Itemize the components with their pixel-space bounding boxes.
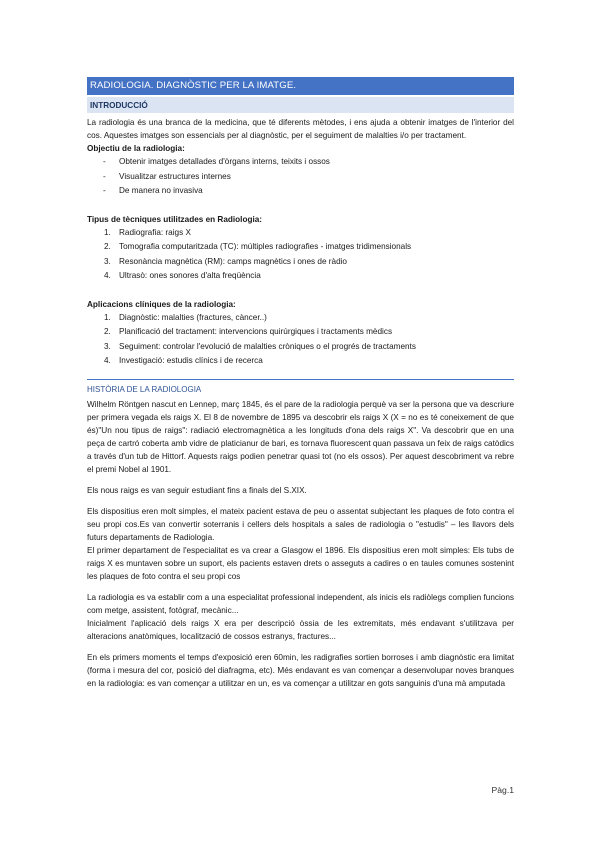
applications-list [87,311,514,369]
techniques-heading: Tipus de tècniques utilitzades en Radiologia: [87,214,262,224]
applications-heading: Aplicacions clíniques de la radiologia: [87,299,236,309]
techniques-list [87,226,514,284]
history-paragraph: Wilhelm Röntgen nascut en Lennep, març 1845, és el pare de la radiologia perquè va ser la persona que va descriure per primera vegada els raigs X. El 8 de novembre de 1895 va descobrir els raigs X (X = no es té coneixement de que és)"Un nou tipus de raigs": radiació electromagnètica a les longituds d'ona dels raigs X". Va descobrir que en una peça de cartró coberta amb vidre de platicianur de bari, es tornava fluorescent quan passava un feix de raigs catòdics a través d'un tub de Hittorf. Aquests raigs podien penetrar quasi tot (no els ossos). Per aquest descobriment va rebre el premi Nobel al 1901. [87,399,514,474]
history-paragraph: Els nous raigs es van seguir estudiant fins a finals del S.XIX. [87,485,307,495]
list-item: 4. Ultrasò: ones sonores d'alta freqüència [104,271,261,280]
intro-text: La radiologia és una branca de la medicina, que té diferents mètodes, i ens ajuda a obtenir imatges de l'interior del cos. Aquestes imatges son essencials per al diagnòstic, per el seguiment de malalties i/o per tractament. [87,118,514,140]
objective-heading: Objectiu de la radiologia: [87,144,185,153]
list-item: - De manera no invasiva [103,186,203,195]
list-item: 2. Planificació del tractament: intervencions quirúrgiques i tractaments mèdics [104,327,393,336]
history-paragraph: Els dispositius eren molt simples, el mateix pacient estava de peu o assentat subjectant les plaques de foto contra el seu propi cos.Es van convertir soterranis i cellers dels hospitals a sales de radiologia o "estudis" – les llavors dels futurs departaments de Radiologia. [87,506,514,542]
list-item: 1. Diagnòstic: malalties (fractures, càncer..) [104,312,267,322]
history-paragraph: Inicialment l'aplicació dels raigs X era per descripció òssia de les extremitats, més endavant s'utilitzava per alteracions anatòmiques, localització de cossos estranys, fractures... [87,618,514,641]
history-paragraph: El primer departament de l'especialitat es va crear a Glasgow el 1896. Els dispositius eren molt simples: Els tubs de raigs X es muntaven sobre un suport, els pacients estaven drets o asseguts a cadires o en taules comunes sostenint les plaques de foto contra el seu propi cos [87,545,514,581]
list-item: 2. Tomografia computaritzada (TC): múltiples radiografies - imatges tridimensionals [104,242,412,251]
list-item: 1. Radiografia: raigs X [104,227,191,237]
list-item: 4. Investigació: estudis clínics i de recerca [104,356,263,365]
list-item: 3. Resonància magnètica (RM): camps magnètics i ones de ràdio [104,256,347,266]
history-paragraph: La radiologia es va establir com a una especialitat professional independent, als inicis els radiòlegs complien funcions com metge, assistent, fotògraf, mecànic... [87,592,514,615]
list-item: 3. Seguiment: controlar l'evolució de malalties cròniques o el progrés de tractaments [104,341,416,351]
objectives-list [87,155,514,199]
intro-heading: INTRODUCCIÓ [87,97,514,113]
history-heading: HISTÒRIA DE LA RADIOLOGIA [87,379,514,398]
list-item: - Obtenir imatges detallades d'òrgans interns, teixits i ossos [103,157,330,166]
document-title: RADIOLOGIA. DIAGNÒSTIC PER LA IMATGE. [87,77,514,95]
list-item: - Visualitzar estructures internes [103,171,231,181]
document-page [87,77,514,690]
history-paragraph: En els primers moments el temps d'exposició eren 60min, les radigrafies sortien borroses i amb diagnòstic era limitat (forma i mesura del cor, posició del diafragma, etc). Més endavant es van començar a desenvolupar noves branques en la radiologia: es van començar a utilitzar en un, es va començar a utilitzar en gots sanguinis d'una mà amputada [87,652,514,688]
page-number: Pàg.1 [491,785,514,795]
